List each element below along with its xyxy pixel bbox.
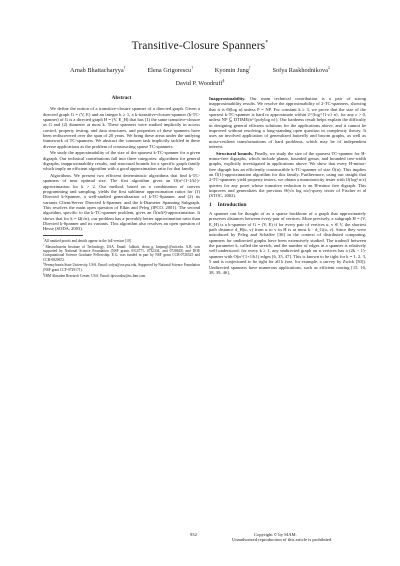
right-column xyxy=(209,96,366,276)
footnote: †Massachusetts Institute of Technology, USA. Email: {abhatt, elena_g, kmjung}@mit.edu. A.B. was supported by National Science Foundation (NSF grants 0514771, 0732334, and 0728645) and DOE Computational Science Graduate Fellowship. E.G. was funded in part by NSF grant CCR-0726525 and CCR-0829672. xyxy=(43,243,200,262)
footnote: §IBM Almaden Research Center, USA. Email: dpwoodru@us.ibm.com. xyxy=(43,272,147,278)
author-line-2 xyxy=(40,76,360,89)
author: Arnab Bhattacharyya† xyxy=(70,65,126,75)
introduction-paragraph: A spanner can be thought of as a sparse backbone of a graph that approximately preserves distances between every pair of vertices. More precisely, a subgraph H = (V, E_H) is a k-spanner of G = (V, E) if for every pair of vertices u, v ∈ V, the shortest path distance d_H(u, v) from u to v in H is at most k · d_G(u, v). Since they were introduced by Peleg and Schäffer [36] in the context of distributed computing, spanners for undirected graphs have been extensively studied. The tradeoff between the parameter k, called the stretch, and the number of edges in a spanner is relatively well understood: for every k ≥ 1, any undirected graph on n vertices has a (2k − 1)-spanner with O(n^{1+1/k}) edges [6, 35, 47]. This is known to be tight for k = 1, 2, 3, 5 and is conjectured to be tight for all k (see, for example, a survey by Zwick [50]). Undirected spanners have numerous applications, such as efficient routing [15, 16, 38, 39, 46], xyxy=(209,211,366,275)
author-list xyxy=(40,63,360,89)
author: Sofya Raskhodnikova‡ xyxy=(272,65,330,75)
paper-title: Transitive-Closure Spanners* xyxy=(131,40,269,52)
footnote-rule xyxy=(43,235,83,236)
abstract-paragraph: Algorithms. We present two efficient deterministic algorithms that find k-TC-spanners of near optimal size. The first algorithm gives an O(n^{1-1/k})-approximation for k > 2. Our method, based on a combination of convex programming and sampling, yields the first sublinear approximation ratios for (1) Directed k-Spanner, a well-studied generalization of k-TC-Spanner, and (2) its variants Client/Server Directed k-Spanner, and the k-Diameter Spanning Subgraph. This resolves the main open question of Elkin and Peleg (IPCO, 2001). The second algorithm, specific to the k-TC-spanner problem, gives an Õ(n/k²)-approximation. It shows that for k = Ω(√n), our problem has a provably better approximation ratio than Directed k-Spanner and its variants. This algorithm also resolves an open question of Hesse (SODA, 2003). xyxy=(43,172,200,232)
structural-bounds-paragraph: Structural bounds. Finally, we study the size of the sparsest TC-spanner for H-minor-free digraphs, which include planar, bounded genus, and bounded tree-width graphs, explicitly investigated in applications above. We show that every H-minor-free digraph has an efficiently constructible k-TC-spanner of size Õ(n). This implies an Õ(1)-approximation algorithm for this family. Furthermore, using our insight that 2-TC-spanners yield property testers, we obtain a monotonicity tester with O(log² n/ε) queries for any poset whose transitive reduction is an H-minor free digraph. This improves and generalizes the previous Θ(√n log n/ε)-query tester of Fischer et al (STOC, 2002). xyxy=(209,150,366,199)
page-number: 932 xyxy=(190,532,197,537)
abstract-heading: Abstract xyxy=(111,95,132,101)
footnote: *All omitted proofs and details appear in the full version [10]. xyxy=(43,237,132,243)
abstract-paragraph: We study the approximability of the size of the sparsest k-TC-spanner for a given digraph. Our technical contributions fall into three categories: algorithms for general digraphs, inapproximability results, and structural bounds for a specific graph family which imply an efficient algorithm with a good approximation ratio for that family. xyxy=(43,150,200,172)
author: Kyomin Jung† xyxy=(214,65,251,75)
footnote: ‡Pennsylvania State University, USA. Email: sofya@cse.psu.edu. Supported by National Science Foundation (NSF grant CCF-0729171). xyxy=(43,262,201,272)
abstract-paragraph: We define the notion of a transitive-closure spanner of a directed graph. Given a directed graph G = (V, E) and an integer k ≥ 1, a k-transitive-closure-spanner (k-TC-spanner) of G is a directed graph H = (V, E_H) that has (1) the same transitive-closure as G and (2) diameter at most k. These spanners were studied implicitly in access control, property testing, and data structures, and properties of these spanners have been rediscovered over the span of 20 years. We bring these areas under the unifying framework of TC-spanners. We abstract the common task implicitly tackled in these diverse applications as the problem of constructing sparse TC-spanners. xyxy=(43,106,200,149)
inapproximability-paragraph: Inapproximability. Our main technical contribution is a pair of strong inapproximability results. We resolve the approximability of 2-TC-spanners, showing that it is Θ(log n) unless P = NP. For constant k ≥ 3, we prove that the size of the sparsest k-TC-spanner is hard to approximate within 2^{log^{1-ε} n}, for any ε > 0, unless NP ⊆ DTIME(n^{polylog n}). Our hardness result helps explain the difficulty in designing general efficient solutions for the applications above, and it cannot be improved without resolving a long-standing open question in complexity theory. It uses an involved application of generalized butterfly and broom graphs, as well as noise-resilient transformations of hard problems, which may be of independent interest. xyxy=(209,96,366,150)
author: David P. Woodruff§ xyxy=(175,78,225,88)
author-line-1 xyxy=(40,63,360,76)
copyright-notice: Copyright © by SIAM. Unauthorized reproduction of this article is prohibited xyxy=(232,532,332,543)
section-heading: 1 Introduction xyxy=(209,201,247,208)
left-column xyxy=(43,96,200,279)
author: Elena Grigorescu† xyxy=(147,65,194,75)
